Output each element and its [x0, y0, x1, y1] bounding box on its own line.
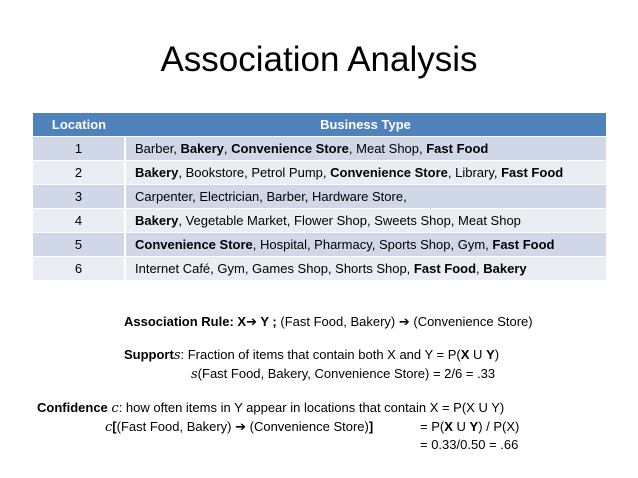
table-row — [33, 233, 606, 257]
confidence-line-2 — [105, 418, 373, 437]
table-row — [33, 185, 606, 209]
business-highlight: Bakery — [483, 261, 527, 276]
business-highlight: Bakery — [180, 141, 224, 156]
confidence-symbol: c — [105, 420, 113, 435]
support-union: U — [469, 347, 487, 362]
confidence-equation — [420, 418, 519, 436]
confidence-arrow-icon: ➔ — [235, 419, 247, 434]
business-table — [33, 113, 606, 280]
bracket-open: [ — [112, 419, 117, 434]
business-text: , — [476, 261, 484, 276]
confidence-right: (Convenience Store) — [246, 419, 369, 434]
business-type-cell — [125, 185, 606, 209]
support-x: X — [460, 347, 470, 362]
location-cell: 2 — [33, 161, 125, 185]
rule-right: (Convenience Store) — [409, 314, 533, 329]
location-cell: 5 — [33, 233, 125, 257]
confidence-symbol: c — [111, 401, 119, 416]
location-header: Location — [33, 113, 125, 137]
business-type-cell — [125, 257, 606, 281]
confidence-left: (Fast Food, Bakery) — [116, 419, 236, 434]
eq-part-a: = P( — [420, 419, 445, 434]
support-symbol: s — [173, 348, 181, 363]
location-cell: 6 — [33, 257, 125, 281]
confidence-text: : how often items in Y appear in locations that contain X = P(X U Y) — [118, 400, 505, 415]
business-type-cell — [125, 161, 606, 185]
support-symbol: s — [191, 367, 198, 382]
business-highlight: Fast Food — [492, 237, 555, 252]
support-text: : Fraction of items that contain both X and Y = P( — [180, 347, 461, 362]
slide-title: Association Analysis — [160, 40, 478, 79]
rule-arrow-icon: ➔ — [398, 314, 410, 329]
business-text: Carpenter, Electrician, Barber, Hardware Store, — [135, 189, 407, 204]
location-cell: 4 — [33, 209, 125, 233]
business-text: , Meat Shop, — [348, 141, 427, 156]
confidence-label: Confidence — [37, 400, 108, 415]
rule-y: Y ; — [256, 314, 277, 329]
business-type-cell — [125, 209, 606, 233]
business-highlight: Bakery — [135, 213, 179, 228]
business-text: Internet Café, Gym, Games Shop, Shorts Shop, — [135, 261, 414, 276]
business-type-cell — [125, 137, 606, 161]
confidence-line-1 — [37, 399, 504, 418]
business-highlight: Convenience Store — [231, 141, 349, 156]
business-type-cell — [125, 233, 606, 257]
table-row — [33, 161, 606, 185]
business-text: , Vegetable Market, Flower Shop, Sweets Shop, Meat Shop — [178, 213, 521, 228]
table-row — [33, 209, 606, 233]
business-highlight: Convenience Store — [330, 165, 448, 180]
table-header-row — [33, 113, 606, 137]
location-cell: 3 — [33, 185, 125, 209]
business-highlight: Fast Food — [501, 165, 564, 180]
business-text: , Library, — [447, 165, 502, 180]
rule-label: Association Rule: X — [124, 314, 247, 329]
business-highlight: Fast Food — [426, 141, 489, 156]
rule-left: (Fast Food, Bakery) — [276, 314, 399, 329]
support-close: ) — [494, 347, 500, 362]
eq-union: U — [452, 419, 470, 434]
business-text: , — [223, 141, 232, 156]
business-type-header: Business Type — [125, 113, 606, 137]
business-highlight: Convenience Store — [135, 237, 253, 252]
business-highlight: Bakery — [135, 165, 179, 180]
business-highlight: Fast Food — [413, 261, 477, 276]
eq-part-b: ) / P(X) — [478, 419, 520, 434]
rule-arrow-icon: ➔ — [246, 314, 257, 329]
eq-x: X — [444, 419, 453, 434]
support-label: Support — [124, 347, 174, 362]
table-row — [33, 257, 606, 281]
business-text: , Hospital, Pharmacy, Sports Shop, Gym, — [252, 237, 493, 252]
business-text: Barber, — [135, 141, 181, 156]
location-cell: 1 — [33, 137, 125, 161]
bracket-close: ] — [368, 419, 374, 434]
business-text: , Bookstore, Petrol Pump, — [178, 165, 331, 180]
support-line-1 — [124, 346, 499, 365]
eq-y: Y — [469, 419, 479, 434]
table-row — [33, 137, 606, 161]
association-rule-line — [124, 313, 533, 331]
support-y: Y — [486, 347, 495, 362]
support-value: (Fast Food, Bakery, Convenience Store) = 2/6 = .33 — [197, 366, 496, 381]
support-line-2 — [191, 365, 495, 384]
confidence-value: = 0.33/0.50 = .66 — [420, 437, 519, 452]
